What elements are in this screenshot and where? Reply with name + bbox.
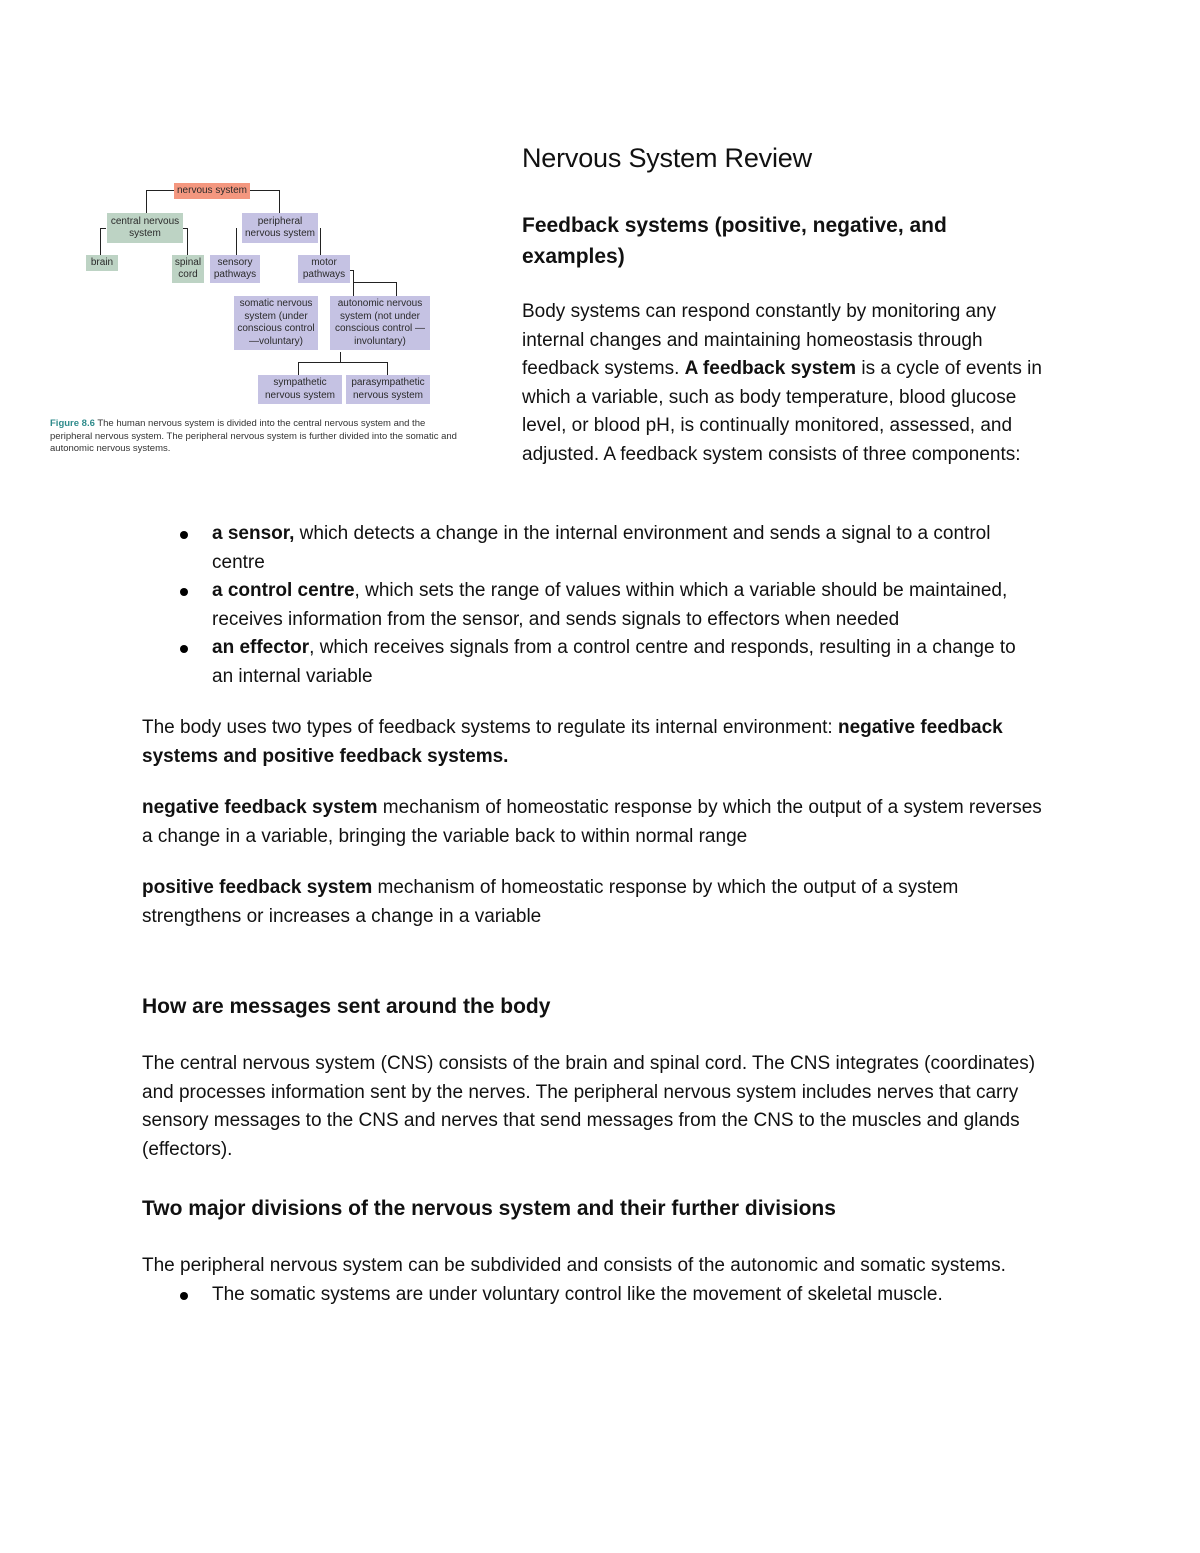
node-brain: brain xyxy=(86,255,118,271)
node-central-nervous-system: central nervous system xyxy=(107,213,183,243)
positive-feedback-text: mechanism of homeostatic response by which the output of a system strengthens or increases a change in a variable xyxy=(142,877,959,927)
component-text: which detects a change in the internal environment and sends a signal to a control centre xyxy=(212,523,991,573)
bullet-icon xyxy=(180,588,188,596)
component-term: a control centre xyxy=(212,580,355,601)
figure-caption-text: The human nervous system is divided into the central nervous system and the peripheral nervous system. The peripheral nervous system is further divided into the somatic and autonomic nervous systems. xyxy=(50,418,457,454)
divisions-list xyxy=(142,1281,1042,1310)
feedback-intro xyxy=(522,298,1052,469)
node-spinal-cord: spinal cord xyxy=(172,255,204,283)
components-list xyxy=(142,520,1042,691)
component-text: , which receives signals from a control centre and responds, resulting in a change to an internal variable xyxy=(212,637,1016,687)
component-term: a sensor, xyxy=(212,523,295,544)
negative-feedback-definition xyxy=(142,794,1042,851)
feedback-types-bold: negative feedback systems and positive feedback systems. xyxy=(142,717,1003,767)
list-item xyxy=(142,634,1042,691)
page-title: Nervous System Review xyxy=(522,143,812,173)
negative-feedback-text: mechanism of homeostatic response by which the output of a system reverses a change in a variable, bringing the variable back to within normal range xyxy=(142,797,1042,847)
node-nervous-system: nervous system xyxy=(174,183,250,199)
component-text: , which sets the range of values within which a variable should be maintained, receives information from the sensor, and sends signals to effectors when needed xyxy=(212,580,1008,630)
feedback-types-paragraph xyxy=(142,714,1042,771)
figure-caption xyxy=(50,418,470,456)
positive-feedback-definition xyxy=(142,874,1042,931)
list-item xyxy=(142,577,1042,634)
list-item xyxy=(142,1281,1042,1310)
component-term: an effector xyxy=(212,637,310,658)
divisions-heading: Two major divisions of the nervous system and their further divisions xyxy=(142,1197,836,1220)
bullet-icon xyxy=(180,531,188,539)
list-item xyxy=(142,520,1042,577)
bullet-icon xyxy=(180,645,188,653)
node-sympathetic-nervous-system: sympathetic nervous system xyxy=(258,375,342,404)
divisions-paragraph: The peripheral nervous system can be subdivided and consists of the autonomic and somatic systems. xyxy=(142,1255,1006,1276)
feedback-system-term: A feedback system xyxy=(684,358,857,379)
node-somatic-nervous-system: somatic nervous system (under conscious control —voluntary) xyxy=(234,296,318,350)
messages-heading: How are messages sent around the body xyxy=(142,995,551,1018)
feedback-intro-text-2: is a cycle of events in which a variable, such as body temperature, blood glucose level, or blood pH, is continually monitored, assessed, and adjusted. A feedback system consists of three components: xyxy=(522,358,1042,465)
positive-feedback-term: positive feedback system xyxy=(142,877,373,898)
node-motor-pathways: motor pathways xyxy=(298,255,350,283)
bullet-icon xyxy=(180,1292,188,1300)
negative-feedback-term: negative feedback system xyxy=(142,797,378,818)
figure-label: Figure 8.6 xyxy=(50,418,95,429)
node-peripheral-nervous-system: peripheral nervous system xyxy=(242,213,318,243)
node-autonomic-nervous-system: autonomic nervous system (not under conscious control —involuntary) xyxy=(330,296,430,350)
feedback-intro-text-1: Body systems can respond constantly by monitoring any internal changes and maintaining homeostasis through feedback systems. xyxy=(522,301,997,379)
messages-paragraph: The central nervous system (CNS) consists of the brain and spinal cord. The CNS integrates (coordinates) and processes information sent by the nerves. The peripheral nervous system includes nerves that carry sensory messages to the CNS and nerves that send messages from the CNS to the muscles and glands (effectors). xyxy=(142,1053,1036,1160)
division-bullet-text: The somatic systems are under voluntary control like the movement of skeletal muscle. xyxy=(212,1283,943,1305)
node-sensory-pathways: sensory pathways xyxy=(210,255,260,283)
feedback-heading: Feedback systems (positive, negative, and examples) xyxy=(522,214,947,268)
node-parasympathetic-nervous-system: parasympathetic nervous system xyxy=(346,375,430,404)
feedback-types-text: The body uses two types of feedback systems to regulate its internal environment: xyxy=(142,717,838,738)
main-content xyxy=(142,520,1042,1309)
nervous-system-diagram xyxy=(50,180,480,460)
